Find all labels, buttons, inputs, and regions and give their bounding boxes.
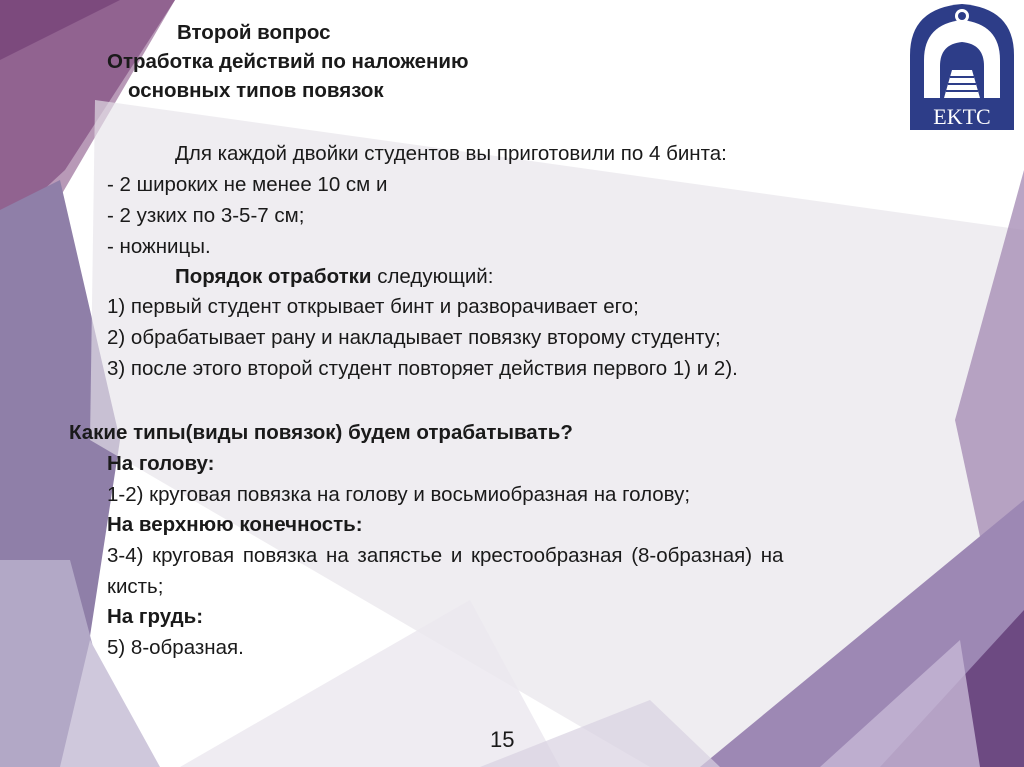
section-label-head: На голову: — [107, 452, 215, 475]
slide-title-line-1: Второй вопрос — [177, 21, 331, 44]
question-heading: Какие типы(виды повязок) будем отрабатывать? — [69, 421, 573, 444]
slide-title-line-2: Отработка действий по наложению — [107, 50, 469, 73]
list-item: - ножницы. — [107, 235, 211, 258]
svg-text:EKTC: EKTC — [933, 104, 991, 129]
ektc-logo — [900, 0, 1024, 140]
step-item: 1) первый студент открывает бинт и разворачивает его; — [107, 295, 639, 318]
section-label-limb: На верхнюю конечность: — [107, 513, 363, 536]
section-text-limb-line-2: кисть; — [107, 575, 164, 598]
order-heading-bold: Порядок отработки — [175, 265, 372, 288]
page-number: 15 — [490, 727, 515, 752]
section-text-head: 1-2) круговая повязка на голову и восьмиобразная на голову; — [107, 483, 691, 506]
intro-text: Для каждой двойки студентов вы приготовили по 4 бинта: — [175, 142, 727, 165]
list-item: - 2 узких по 3-5-7 см; — [107, 204, 305, 227]
list-item: - 2 широких не менее 10 см и — [107, 173, 388, 196]
step-item: 3) после этого второй студент повторяет действия первого 1) и 2). — [107, 357, 738, 380]
order-heading-rest: следующий: — [371, 265, 494, 288]
step-item: 2) обрабатывает рану и накладывает повязку второму студенту; — [107, 326, 721, 349]
order-heading — [175, 262, 493, 292]
section-text-chest: 5) 8-образная. — [107, 636, 244, 659]
section-label-chest: На грудь: — [107, 605, 204, 628]
slide-title-line-3: основных типов повязок — [128, 79, 384, 102]
section-text-limb-line-1: 3-4) круговая повязка на запястье и крестообразная (8-образная) на — [107, 544, 784, 567]
